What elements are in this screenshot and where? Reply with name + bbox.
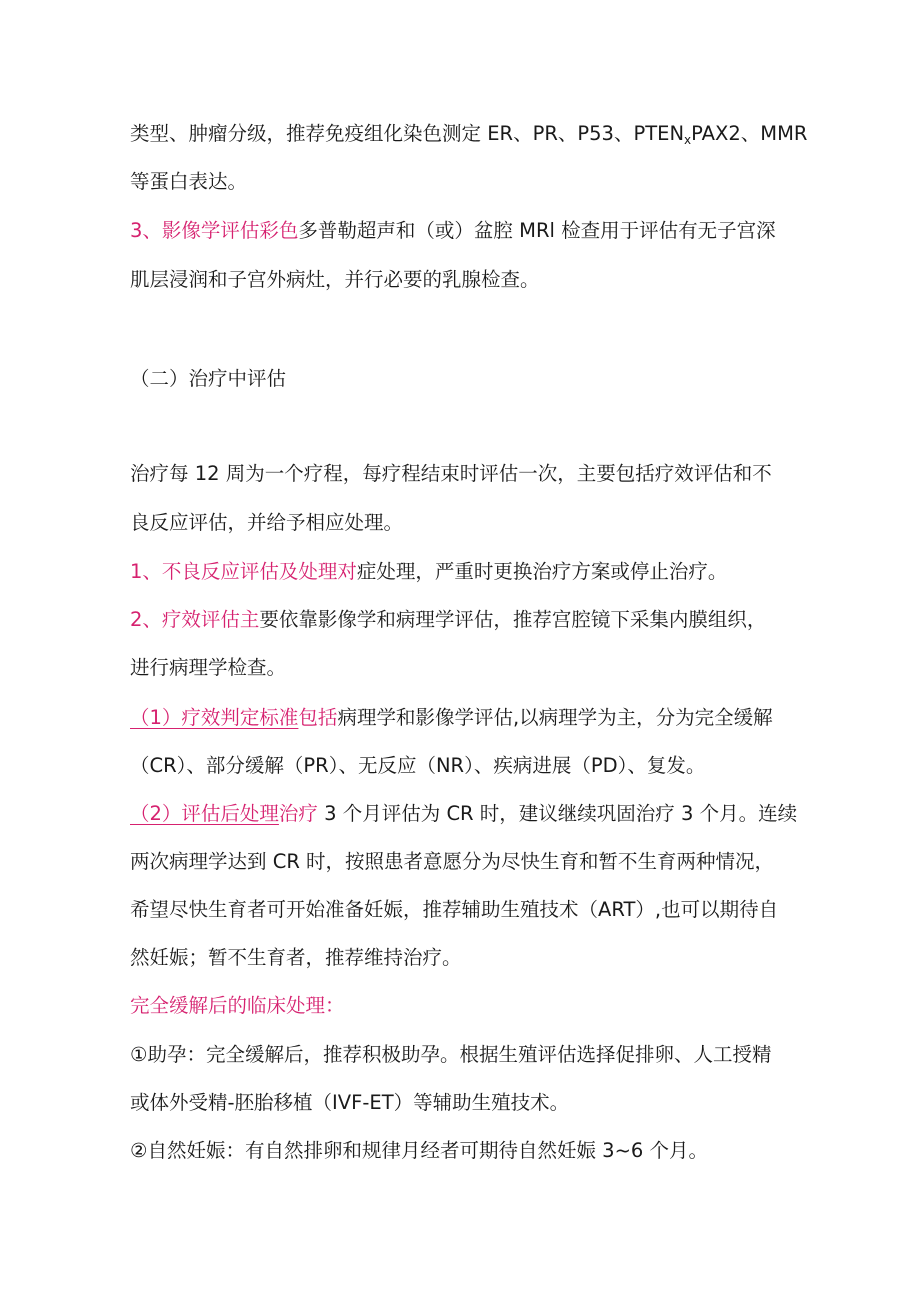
paragraph-imaging-line-1 <box>130 218 776 244</box>
imaging-label: 3、影像学评估彩色 <box>130 219 299 242</box>
paragraph-efficacy-line-1 <box>130 607 766 633</box>
text-segment: 类型、肿瘤分级，推荐免疫组化染色测定 ER、PR、P53、PTEN <box>130 122 685 145</box>
paragraph-assisted-conception-line-1: ①助孕：完全缓解后，推荐积极助孕。根据生殖评估选择促排卵、人工授精 <box>130 1043 772 1066</box>
paragraph-criteria-line-2: （CR）、部分缓解（PR）、无反应（NR）、疾病进展（PD）、复发。 <box>130 754 706 777</box>
criteria-label-underlined: （1）疗效判定标准 <box>130 706 299 729</box>
efficacy-label: 2、疗效评估主 <box>130 608 260 631</box>
paragraph-assisted-conception-line-2: 或体外受精-胚胎移植（IVF-ET）等辅助生殖技术。 <box>130 1091 570 1114</box>
section-title: （二）治疗中评估 <box>130 367 287 390</box>
text-segment: 要依靠影像学和病理学评估，推荐宫腔镜下采集内膜组织， <box>259 608 767 631</box>
remission-heading: 完全缓解后的临床处理： <box>130 994 345 1017</box>
text-segment: 多普勒超声和（或）盆腔 MRl 检查用于评估有无子宫深 <box>298 219 776 242</box>
text-segment: 病理学和影像学评估,以病理学为主，分为完全缓解 <box>337 706 773 729</box>
subscript-text: x <box>684 133 692 147</box>
text-segment: 3 个月评估为 CR 时，建议继续巩固治疗 3 个月。连续 <box>317 802 798 825</box>
adverse-reaction-label: 1、不良反应评估及处理对 <box>130 560 357 583</box>
paragraph-efficacy-line-2: 进行病理学检查。 <box>130 656 287 679</box>
paragraph-immunohistochemistry-line-2: 等蛋白表达。 <box>130 170 248 193</box>
paragraph-imaging-line-2: 肌层浸润和子宫外病灶，并行必要的乳腺检查。 <box>130 268 540 291</box>
post-assessment-label-underlined: （2）评估后处理 <box>130 802 279 825</box>
paragraph-immunohistochemistry-line-1 <box>130 121 807 153</box>
paragraph-post-assessment-line-3: 希望尽快生育者可开始准备妊娠，推荐辅助生殖技术（ART）,也可以期待自 <box>130 898 779 921</box>
criteria-label: 包括 <box>298 706 338 729</box>
paragraph-criteria-line-1 <box>130 705 773 731</box>
text-segment: 症处理，严重时更换治疗方案或停止治疗。 <box>356 560 728 583</box>
paragraph-adverse-reaction <box>130 559 727 585</box>
paragraph-post-assessment-line-4: 然妊娠；暂不生育者，推荐维持治疗。 <box>130 946 462 969</box>
paragraph-treatment-cycle-line-2: 良反应评估，并给予相应处理。 <box>130 511 404 534</box>
paragraph-post-assessment-line-1 <box>130 801 797 827</box>
paragraph-treatment-cycle-line-1: 治疗每 12 周为一个疗程，每疗程结束时评估一次，主要包括疗效评估和不 <box>130 462 772 485</box>
paragraph-post-assessment-line-2: 两次病理学达到 CR 时，按照患者意愿分为尽快生育和暂不生育两种情况， <box>130 850 775 873</box>
post-assessment-label: 治疗 <box>278 802 318 825</box>
paragraph-natural-pregnancy: ②自然妊娠：有自然排卵和规律月经者可期待自然妊娠 3~6 个月。 <box>130 1139 709 1162</box>
text-segment: PAX2、MMR <box>691 122 808 145</box>
